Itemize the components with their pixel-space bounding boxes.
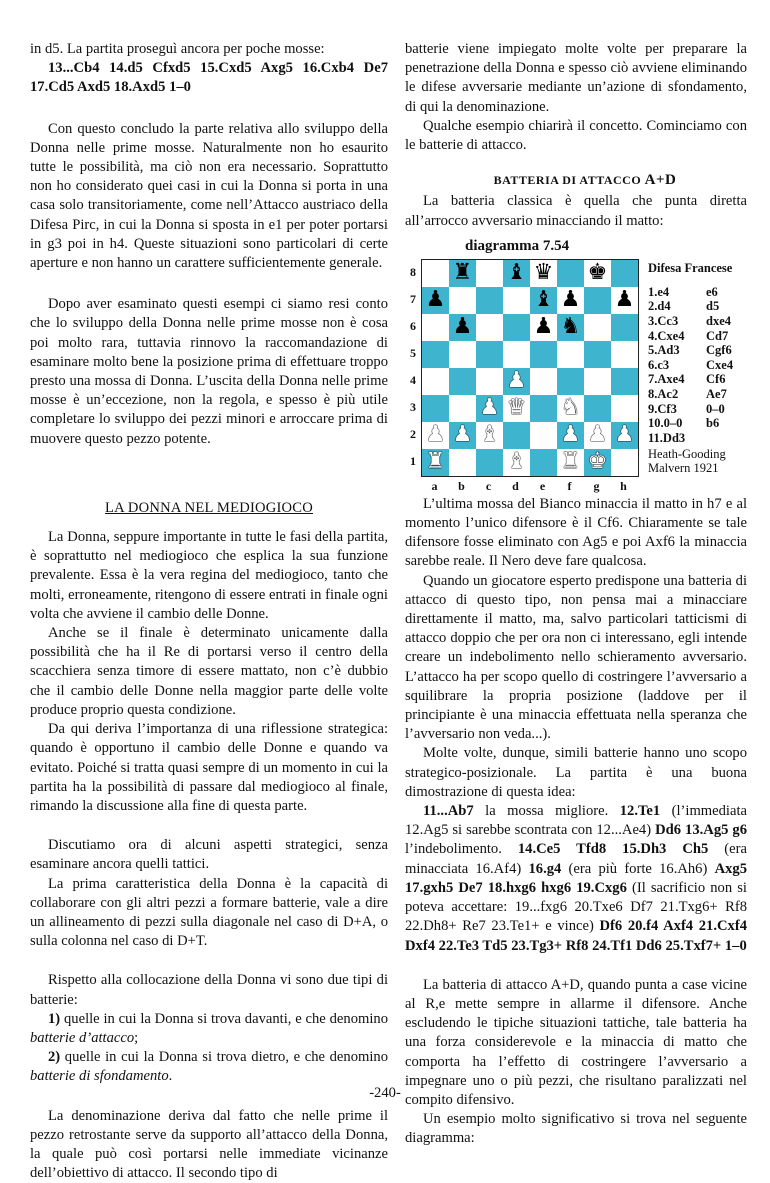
move-list — [648, 285, 733, 446]
paragraph: Rispetto alla collocazione della Donna vi sono due tipi di batterie: — [30, 972, 388, 1008]
square-c6 — [476, 314, 503, 341]
paragraph: Con questo concludo la parte relativa allo sviluppo della Donna nelle prime mosse. Naturalmente non ho esaurito tutte le possibilità, ma ciò non era necessario. Soprattutto non ho considerato quei casi in cui la Donna si porta in una casa solo transitoriamente, come nell’Attacco austriaco della Difesa Pirc, in cui la Donna si sposta in e1 per poter portarsi in g3 poi in h4. Queste situazioni sono particolari di certe aperture e non hanno un carattere sufficientemente generale. — [30, 120, 388, 272]
move-row — [648, 358, 733, 373]
black-move: b6 — [706, 416, 720, 431]
move-row — [648, 387, 733, 402]
black-move: e6 — [706, 284, 718, 299]
square-f5 — [557, 341, 584, 368]
square-f6 — [557, 314, 584, 341]
move-row — [648, 285, 733, 300]
square-g3 — [584, 395, 611, 422]
paragraph: Molte volte, dunque, simili batterie hanno uno scopo strategico-posizionale. La partita è una buona dimostrazione di questa idea: — [405, 745, 747, 800]
square-e1 — [530, 449, 557, 476]
square-h6 — [611, 314, 638, 341]
paragraph: La batteria di attacco A+D, quando punta a case vicine al R,e mette sempre in allarme il difensore. Anche escludendo le tipiche situazioni tattiche, tale batteria ha una forza considerevole e la minaccia di matto che comporta ha l’effetto di costringere l’avversario a impegnare uno o più pezzi, che risultano paralizzati nel compito difensivo. — [405, 976, 747, 1108]
black-bishop-icon: ♝ — [533, 287, 554, 313]
white-queen-icon: ♛ — [506, 395, 527, 421]
square-b3 — [449, 395, 476, 422]
move-row — [648, 402, 733, 417]
white-move: 8.Ac2 — [648, 386, 679, 401]
white-move: 3.Cc3 — [648, 314, 679, 329]
game-event: Malvern 1921 — [648, 461, 719, 476]
white-king-icon: ♚ — [587, 449, 608, 475]
right-column — [405, 40, 747, 1149]
black-move: Cxe4 — [706, 357, 734, 372]
paragraph: Anche se il finale è determinato unicamente dalla possibilità che ha il Re di portarsi verso il centro della scacchiera senza timore di essere mattato, non c’è dubbio che il cambio delle Donne nella maggior parte delle volte produce proprio questa condizione. — [30, 625, 388, 718]
white-rook-icon: ♜ — [425, 449, 446, 475]
square-g8 — [584, 260, 611, 287]
game-annotation: 11...Ab7 la mossa migliore. 12.Te1 (l’immediata 12.Ag5 si sarebbe scontrata con 12...Ae4) Dd6 13.Ag5 g6 l’indebolimento. 14.Ce5 Tfd8 15.Dh3 Ch5 (era minacciata 16.Af4) 16.g4 (era più forte 16.Ah6) Axg5 17.gxh5 De7 18.hxg6 hxg6 19.Cxg6 (Il sacrificio non si poteva accettare: 19...fxg6 20.Txe6 Df7 21.Txg6+ Rf8 22.Dh8+ Re7 23.Te1+ e vince) Df6 20.f4 Axf4 21.Cxf4 Dxf4 22.Te3 Td5 23.Tg3+ Rf8 24.Tf1 Dd6 25.Txf7+ 1–0 — [405, 803, 748, 954]
rank-label: 2 — [410, 426, 416, 441]
file-label: f — [567, 478, 572, 493]
chessboard — [421, 259, 639, 477]
list-item: 1) quelle in cui la Donna si trova davanti, e che denomino batterie d’attacco; — [30, 1010, 388, 1046]
game-players: Heath-Gooding — [648, 446, 726, 461]
square-f8 — [557, 260, 584, 287]
rank-label: 1 — [410, 453, 416, 468]
square-h5 — [611, 341, 638, 368]
square-b4 — [449, 368, 476, 395]
white-move: 10.0–0 — [648, 416, 683, 431]
square-h1 — [611, 449, 638, 476]
square-a7 — [422, 287, 449, 314]
rank-label: 4 — [410, 372, 416, 387]
black-move: 0–0 — [706, 401, 725, 416]
black-rook-icon: ♜ — [452, 260, 473, 286]
black-pawn-icon: ♟ — [560, 287, 581, 313]
square-a4 — [422, 368, 449, 395]
square-a5 — [422, 341, 449, 368]
square-h2 — [611, 422, 638, 449]
move-row — [648, 372, 733, 387]
paragraph: La batteria classica è quella che punta diretta all’arrocco avversario minacciando il matto: — [405, 193, 747, 229]
black-queen-icon: ♛ — [533, 260, 554, 286]
rank-label: 8 — [410, 264, 416, 279]
black-move: Cf6 — [706, 372, 726, 387]
move-row — [648, 343, 733, 358]
square-g2 — [584, 422, 611, 449]
black-move: Cgf6 — [706, 343, 732, 358]
white-move: 7.Axe4 — [648, 372, 685, 387]
move-row — [648, 329, 733, 344]
square-g7 — [584, 287, 611, 314]
square-e8 — [530, 260, 557, 287]
file-label: e — [539, 478, 546, 493]
square-h4 — [611, 368, 638, 395]
move-row — [648, 314, 733, 329]
square-d4 — [503, 368, 530, 395]
square-d1 — [503, 449, 530, 476]
square-d3 — [503, 395, 530, 422]
diagram-title: diagramma 7.54 — [465, 237, 570, 254]
square-c5 — [476, 341, 503, 368]
white-bishop-icon: ♝ — [506, 449, 527, 475]
black-pawn-icon: ♟ — [425, 287, 446, 313]
square-b7 — [449, 287, 476, 314]
square-f4 — [557, 368, 584, 395]
black-king-icon: ♚ — [587, 260, 608, 286]
left-column — [30, 40, 388, 1183]
file-label: d — [512, 478, 519, 493]
black-bishop-icon: ♝ — [506, 260, 527, 286]
list-item: 2) quelle in cui la Donna si trova dietro, e che denomino batterie di sfondamento. — [30, 1049, 388, 1085]
square-g5 — [584, 341, 611, 368]
square-b1 — [449, 449, 476, 476]
white-rook-icon: ♜ — [560, 449, 581, 475]
white-move: 1.e4 — [648, 284, 670, 299]
square-d5 — [503, 341, 530, 368]
white-pawn-icon: ♟ — [560, 422, 581, 448]
subsection-title: BATTERIA DI ATTACCO A+D — [493, 172, 677, 189]
file-labels — [421, 477, 637, 496]
square-e7 — [530, 287, 557, 314]
black-pawn-icon: ♟ — [614, 287, 635, 313]
square-f1 — [557, 449, 584, 476]
white-pawn-icon: ♟ — [452, 422, 473, 448]
white-move: 2.d4 — [648, 299, 671, 314]
white-move: 5.Ad3 — [648, 343, 680, 358]
white-pawn-icon: ♟ — [425, 422, 446, 448]
file-label: c — [485, 478, 492, 493]
white-move: 9.Cf3 — [648, 401, 677, 416]
square-e4 — [530, 368, 557, 395]
square-e2 — [530, 422, 557, 449]
white-move: 11.Dd3 — [648, 430, 686, 445]
square-f3 — [557, 395, 584, 422]
paragraph: batterie viene impiegato molte volte per preparare la penetrazione della Donna e spesso ciò avviene eliminando le difese avversarie mediante un’azione di sfondamento, di qui la denominazione. — [405, 41, 747, 115]
square-d8 — [503, 260, 530, 287]
move-row — [648, 416, 733, 431]
opening-name: Difesa Francese — [648, 260, 733, 275]
file-label: g — [593, 478, 600, 493]
square-c8 — [476, 260, 503, 287]
white-knight-icon: ♞ — [560, 395, 581, 421]
paragraph: Quando un giocatore esperto predispone una batteria di attacco di questo tipo, non pensa mai a minacciare direttamente il matto, ma, salvo particolari tatticismi di attacco doppio che per ora non ci interessano, egli intende creare un indebolimento nello schieramento avversario. L’attacco ha per scopo quello di costringere l’avversario a squilibrare la propria posizione (laddove per il principiante è una minaccia effettuata nella speranza che l’avversario non veda...). — [405, 572, 747, 743]
file-label: a — [431, 478, 438, 493]
square-c1 — [476, 449, 503, 476]
square-b8 — [449, 260, 476, 287]
square-e6 — [530, 314, 557, 341]
rank-label: 7 — [410, 291, 416, 306]
square-c7 — [476, 287, 503, 314]
paragraph: La denominazione deriva dal fatto che nelle prime il pezzo retrostante serve da supporto all’attacco della Donna, la quale può così portarsi nelle immediate vicinanze dell’obiettivo di attacco. Il secondo tipo di — [30, 1107, 388, 1182]
paragraph: La prima caratteristica della Donna è la capacità di collaborare con gli altri pezzi a formare batterie, vale a dire un allineamento di pezzi sulla diagonale nel caso di D+A, o sulla colonna nel caso di D+T. — [30, 875, 388, 950]
black-pawn-icon: ♟ — [533, 314, 554, 340]
move-row — [648, 299, 733, 314]
game-source — [648, 447, 726, 476]
black-move: Ae7 — [706, 386, 727, 401]
paragraph: Da qui deriva l’importanza di una riflessione strategica: quando è opportuno il cambio delle Donne e quando va evitato. Poiché si tratta quasi sempre di un momento in cui la partita ha la possibilità di passare dal mediogioco al finale, rimando la discussione alla fine di questa parte. — [30, 721, 388, 814]
rank-label: 3 — [410, 399, 416, 414]
square-b5 — [449, 341, 476, 368]
white-pawn-icon: ♟ — [506, 368, 527, 394]
game-moves: 13...Cb4 14.d5 Cfxd5 15.Cxd5 Axg5 16.Cxb4 De7 17.Cd5 Axd5 18.Axd5 1–0 — [30, 60, 388, 96]
chess-diagram — [405, 237, 747, 495]
black-move: Cd7 — [706, 328, 729, 343]
square-f7 — [557, 287, 584, 314]
white-bishop-icon: ♝ — [479, 422, 500, 448]
white-move: 4.Cxe4 — [648, 328, 685, 343]
paragraph: La Donna, seppure importante in tutte le fasi della partita, è soprattutto nel mediogioco che esplica la sua funzione prevalente. Essa è la vera regina del mediogioco, tanto che molti, erroneamente, ritengono di essere entrati in finale ogni volta che avviene il cambio delle Donne. — [30, 529, 388, 622]
white-pawn-icon: ♟ — [587, 422, 608, 448]
paragraph: Un esempio molto significativo si trova nel seguente diagramma: — [405, 1111, 747, 1147]
square-c2 — [476, 422, 503, 449]
rank-label: 6 — [410, 318, 416, 333]
square-g4 — [584, 368, 611, 395]
square-a2 — [422, 422, 449, 449]
rank-labels — [407, 259, 419, 475]
file-label: b — [458, 478, 465, 493]
square-d2 — [503, 422, 530, 449]
paragraph: Dopo aver esaminato questi esempi ci siamo resi conto che lo sviluppo della Donna nelle prime mosse non è cosa poi molto rara, tuttavia rinnovo la raccomandazione di esaminare molto bene la posizione prima di effettuare troppo presto una mossa di Donna. L’uscita della Donna nelle prime mosse è un’eccezione, non la regola, e spesso è più utile completare lo sviluppo dei pezzi minori e arroccare prima di muovere questo pezzo potente. — [30, 296, 388, 447]
paragraph: Qualche esempio chiarirà il concetto. Cominciamo con le batterie di attacco. — [405, 117, 747, 154]
square-d6 — [503, 314, 530, 341]
square-a1 — [422, 449, 449, 476]
square-e3 — [530, 395, 557, 422]
square-a8 — [422, 260, 449, 287]
square-g1 — [584, 449, 611, 476]
paragraph: Discutiamo ora di alcuni aspetti strategici, senza esaminare ancora quelli tattici. — [30, 837, 388, 873]
square-a3 — [422, 395, 449, 422]
page-number: -240- — [369, 1085, 401, 1101]
white-pawn-icon: ♟ — [479, 395, 500, 421]
square-h8 — [611, 260, 638, 287]
black-pawn-icon: ♟ — [452, 314, 473, 340]
black-knight-icon: ♞ — [560, 314, 581, 340]
square-b2 — [449, 422, 476, 449]
square-c3 — [476, 395, 503, 422]
white-move: 6.c3 — [648, 357, 670, 372]
section-title: LA DONNA NEL MEDIOGIOCO — [105, 499, 313, 516]
paragraph: in d5. La partita proseguì ancora per poche mosse: — [30, 41, 325, 57]
square-h3 — [611, 395, 638, 422]
square-h7 — [611, 287, 638, 314]
black-move: dxe4 — [706, 314, 731, 329]
square-c4 — [476, 368, 503, 395]
square-g6 — [584, 314, 611, 341]
black-move: d5 — [706, 299, 720, 314]
square-e5 — [530, 341, 557, 368]
square-b6 — [449, 314, 476, 341]
square-a6 — [422, 314, 449, 341]
rank-label: 5 — [410, 345, 416, 360]
move-row — [648, 431, 733, 446]
white-pawn-icon: ♟ — [614, 422, 635, 448]
square-f2 — [557, 422, 584, 449]
file-label: h — [620, 478, 627, 493]
square-d7 — [503, 287, 530, 314]
paragraph: L’ultima mossa del Bianco minaccia il matto in h7 e al momento l’unico difensore è il Cf6. Chiaramente se tale difensore fosse eliminato con Ag5 e poi Axf6 la minaccia sarebbe reale. Il Nero deve fare qualcosa. — [405, 495, 747, 570]
